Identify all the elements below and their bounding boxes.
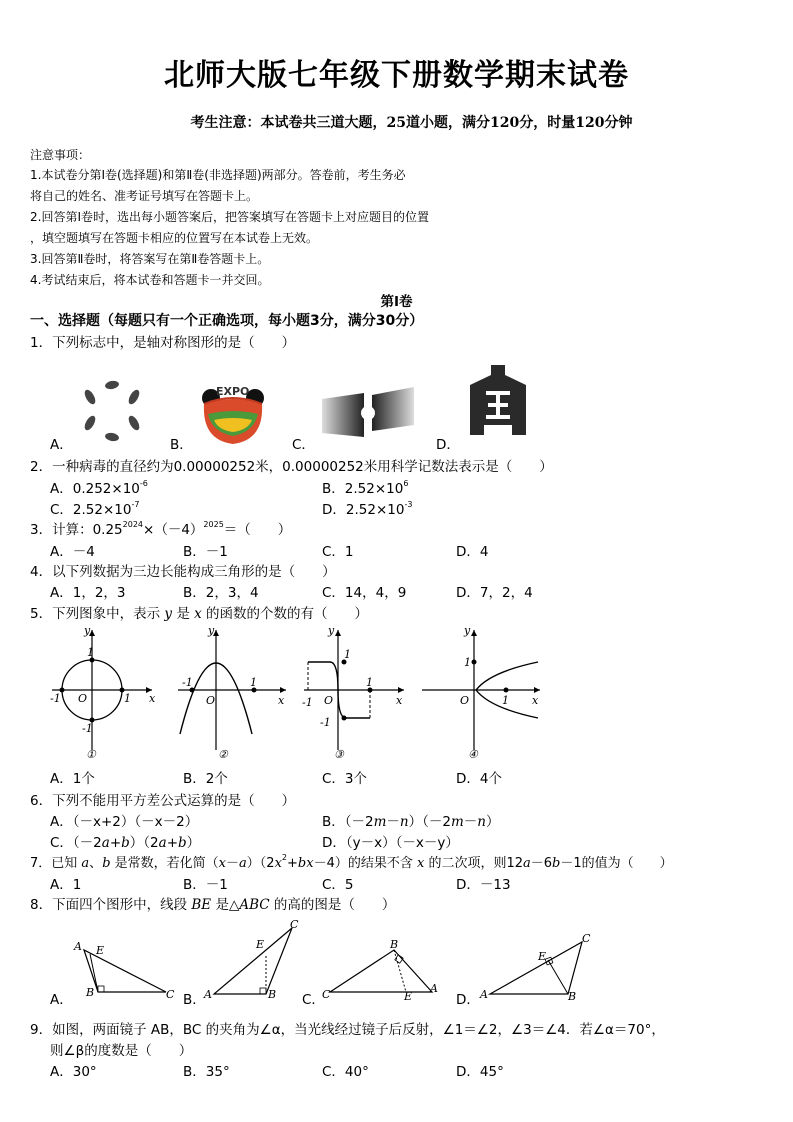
q1-logo-a <box>74 375 150 447</box>
note-line: 将自己的姓名、准考证号填写在答题卡上。 <box>30 189 259 203</box>
q1-option-b: B． <box>170 437 193 453</box>
q4-option-b: B．2，3，4 <box>183 585 259 601</box>
graph-label: ① <box>86 748 96 761</box>
svg-text:x: x <box>278 694 285 707</box>
question-7-stem: 7．已知 a、b 是常数，若化简$(x-a)(2x^2+bx-4)$的结果不含 x 的二次项，则12a－6b－1的值为（ ） <box>30 853 673 871</box>
q4-option-c: C．14，4，9 <box>322 585 407 601</box>
svg-text:A: A <box>480 988 488 1001</box>
q8-option-c: C． <box>302 992 325 1008</box>
svg-text:A: A <box>74 940 82 953</box>
q7-option-d: D．－13 <box>456 877 511 893</box>
q5-option-d: D．4个 <box>456 771 502 787</box>
q9-option-b: B．35° <box>183 1064 230 1080</box>
svg-text:O: O <box>324 694 334 707</box>
q5-graph-3-step <box>300 622 410 762</box>
svg-text:B: B <box>86 986 95 999</box>
section-heading: 一、选择题（每题只有一个正确选项，每小题3分，满分30分） <box>30 313 424 329</box>
svg-text:-1: -1 <box>302 696 313 709</box>
svg-text:1: 1 <box>250 676 257 689</box>
question-9-stem: 9．如图，两面镜子 AB，BC 的夹角为∠α，当光线经过镜子后反射，∠1＝∠2，∠3＝∠4．若∠α＝70°， <box>30 1022 665 1038</box>
q1-logo-c <box>320 385 416 441</box>
question-4-stem: 4．以下列数据为三边长能构成三角形的是（ ） <box>30 564 336 580</box>
svg-text:C: C <box>582 932 591 945</box>
q2-option-a: A．$0.252\times 10^{-6}$ <box>50 479 148 497</box>
svg-text:x: x <box>532 694 539 707</box>
note-line: 2.回答第Ⅰ卷时，选出每小题答案后，把答案填写在答题卡上对应题目的位置 <box>30 210 429 224</box>
q2-option-b: B．$2.52\times 10^6$ <box>322 479 409 497</box>
q1-option-a: A． <box>50 437 73 453</box>
svg-text:O: O <box>78 692 88 705</box>
q6-option-b: B．（－2m－n）（－2m－n） <box>322 814 500 830</box>
q7-option-a: A．1 <box>50 877 82 893</box>
q8-figure-a <box>72 940 182 1002</box>
q3-option-b: B．－1 <box>183 544 228 560</box>
q8-figure-c <box>318 940 448 1002</box>
question-5-stem: 5．下列图象中，表示 y 是 x 的函数的个数的有（ ） <box>30 606 369 622</box>
q5-option-b: B．2个 <box>183 771 228 787</box>
svg-text:y: y <box>328 624 335 637</box>
svg-text:A: A <box>204 988 212 1001</box>
q1-option-c: C． <box>292 437 315 453</box>
q6-option-d: D．（y－x）（－x－y） <box>322 835 459 851</box>
q5-option-c: C．3个 <box>322 771 368 787</box>
svg-text:y: y <box>84 624 91 637</box>
question-2-stem: 2．一种病毒的直径约为0.00000252米，0.00000252米用科学记数法表示是（ ） <box>30 459 553 475</box>
q9-option-a: A．30° <box>50 1064 97 1080</box>
svg-text:B: B <box>390 938 399 951</box>
q8-figure-b <box>200 920 310 1002</box>
q7-option-c: C．5 <box>322 877 354 893</box>
svg-text:O: O <box>206 694 216 707</box>
svg-text:1: 1 <box>124 692 131 705</box>
svg-text:1: 1 <box>502 694 509 707</box>
q1-option-d: D． <box>436 437 460 453</box>
q5-graph-2-parabola <box>174 622 294 762</box>
question-9-stem-cont: 则∠β的度数是（ ） <box>50 1043 193 1059</box>
question-8-stem: 8．下面四个图形中，线段 BE 是△ABC 的高的图是（ ） <box>30 897 396 913</box>
q6-option-a: A．（－x+2）（－x－2） <box>50 814 199 830</box>
graph-label: ④ <box>468 748 478 761</box>
q5-graph-4-sideways-parabola <box>418 622 548 762</box>
svg-text:-1: -1 <box>320 716 331 729</box>
question-3-stem: 3．计算：$0.25^{2024}\times(-4)^{2025}=$（ ） <box>30 520 292 538</box>
q2-option-d: D．$2.52\times 10^{-3}$ <box>322 500 413 518</box>
part-label: 第Ⅰ卷 <box>380 294 413 310</box>
svg-text:A: A <box>430 982 438 995</box>
q8-option-a: A． <box>50 992 73 1008</box>
q8-option-b: B． <box>183 992 206 1008</box>
svg-text:O: O <box>460 694 470 707</box>
question-1-stem: 1．下列标志中，是轴对称图形的是（ ） <box>30 335 296 351</box>
svg-text:1: 1 <box>366 676 373 689</box>
svg-text:E: E <box>404 990 413 1003</box>
q9-option-d: D．45° <box>456 1064 504 1080</box>
svg-text:C: C <box>290 918 299 931</box>
svg-text:B: B <box>568 990 577 1003</box>
q3-option-c: C．1 <box>322 544 354 560</box>
q1-logo-d <box>462 365 534 437</box>
note-line: ，填空题填写在答题卡相应的位置写在本试卷上无效。 <box>30 231 319 245</box>
question-6-stem: 6．下列不能用平方差公式运算的是（ ） <box>30 793 296 809</box>
q7-option-b: B．－1 <box>183 877 228 893</box>
q5-graph-1-circle <box>48 622 160 762</box>
q4-option-d: D．7，2，4 <box>456 585 533 601</box>
svg-text:1: 1 <box>87 646 94 659</box>
graph-label: ② <box>218 748 228 761</box>
q6-option-c: C．（－2a+b）（2a+b） <box>50 835 201 851</box>
q5-option-a: A．1个 <box>50 771 95 787</box>
q4-option-a: A．1，2，3 <box>50 585 126 601</box>
svg-text:x: x <box>149 692 156 705</box>
q8-figure-d <box>476 930 602 1002</box>
note-line: 3.回答第Ⅱ卷时，将答案写在第Ⅱ卷答题卡上。 <box>30 252 270 266</box>
notes-heading: 注意事项： <box>30 148 91 162</box>
svg-text:E: E <box>538 950 547 963</box>
q2-option-c: C．$2.52\times 10^{-7}$ <box>50 500 140 518</box>
svg-text:E: E <box>256 938 265 951</box>
q9-option-c: C．40° <box>322 1064 369 1080</box>
svg-text:y: y <box>208 624 215 637</box>
note-line: 4.考试结束后，将本试卷和答题卡一并交回。 <box>30 273 270 287</box>
exam-instructions: 考生注意：本试卷共三道大题，25道小题，满分120分，时量120分钟 <box>190 115 633 131</box>
svg-text:E: E <box>96 944 105 957</box>
graph-label: ③ <box>334 748 344 761</box>
expo-logo-text: EXPO <box>216 385 250 398</box>
svg-text:-1: -1 <box>82 722 93 735</box>
svg-text:y: y <box>464 624 471 637</box>
page-title: 北师大版七年级下册数学期末试卷 <box>164 58 629 93</box>
svg-text:-1: -1 <box>182 676 193 689</box>
svg-text:C: C <box>322 988 331 1001</box>
svg-text:x: x <box>396 694 403 707</box>
q3-option-d: D．4 <box>456 544 489 560</box>
svg-text:C: C <box>166 988 175 1001</box>
svg-text:1: 1 <box>464 656 471 669</box>
note-line: 1.本试卷分第Ⅰ卷(选择题)和第Ⅱ卷(非选择题)两部分。答卷前，考生务必 <box>30 168 406 182</box>
q3-option-a: A．－4 <box>50 544 95 560</box>
svg-text:-1: -1 <box>50 692 61 705</box>
svg-text:1: 1 <box>344 648 351 661</box>
q8-option-d: D． <box>456 992 480 1008</box>
svg-text:B: B <box>268 988 277 1001</box>
